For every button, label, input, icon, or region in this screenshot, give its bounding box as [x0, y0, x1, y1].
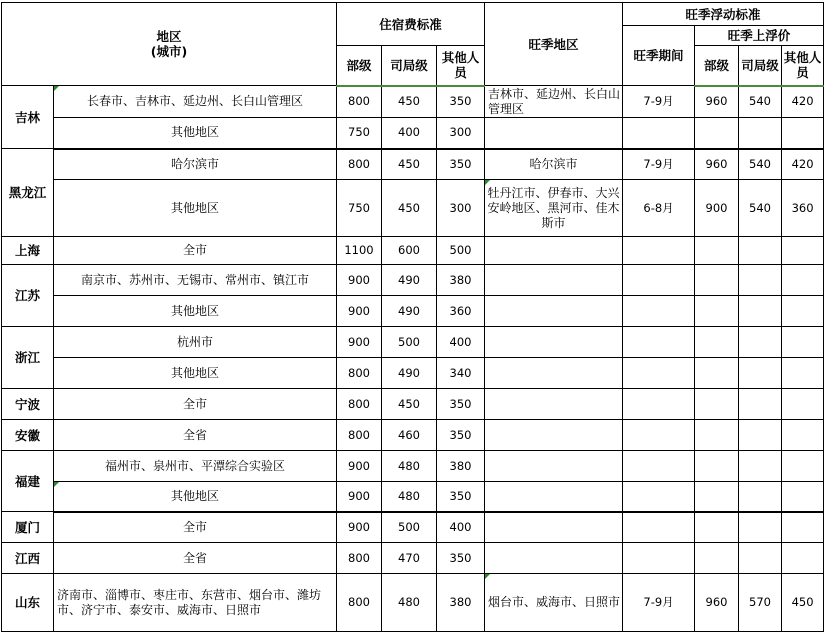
other-rate: 360	[437, 296, 485, 327]
city-cell: 其他地区	[54, 358, 337, 389]
peak-period-cell	[623, 358, 695, 389]
peak-period-header: 旺季期间	[623, 26, 695, 86]
dept-rate: 800	[337, 358, 382, 389]
province-cell: 浙江	[2, 327, 54, 389]
other-rate: 400	[437, 512, 485, 543]
other-rate: 500	[437, 237, 485, 265]
dept-header: 部级	[337, 46, 382, 86]
city-cell: 其他地区	[54, 296, 337, 327]
bureau-rate: 500	[382, 512, 437, 543]
peak-other-rate	[782, 420, 824, 451]
peak-region-cell: 牡丹江市、伊春市、大兴安岭地区、黑河市、佳木斯市	[485, 180, 623, 237]
peak-region-header: 旺季地区	[485, 3, 623, 86]
other-rate: 350	[437, 389, 485, 420]
peak-region-cell	[485, 296, 623, 327]
province-cell: 上海	[2, 237, 54, 265]
peak-period-cell	[623, 543, 695, 574]
bureau-rate: 490	[382, 265, 437, 296]
peak-region-cell: 烟台市、威海市、日照市	[485, 574, 623, 632]
bureau-rate: 450	[382, 389, 437, 420]
dept-rate: 800	[337, 543, 382, 574]
peak-other-rate	[782, 237, 824, 265]
other-rate: 350	[437, 86, 485, 118]
peak-dept-rate	[695, 327, 739, 358]
peak-region-cell	[485, 237, 623, 265]
dept-rate: 800	[337, 149, 382, 180]
peak-dept-header: 部级	[695, 46, 739, 86]
bureau-rate: 490	[382, 296, 437, 327]
peak-other-rate	[782, 358, 824, 389]
province-cell: 吉林	[2, 86, 54, 149]
dept-rate: 900	[337, 296, 382, 327]
city-cell: 全省	[54, 420, 337, 451]
peak-dept-rate	[695, 296, 739, 327]
peak-bureau-rate	[739, 327, 782, 358]
other-header: 其他人员	[437, 46, 485, 86]
other-rate: 400	[437, 327, 485, 358]
region-header-label: 地区	[156, 29, 182, 44]
peak-bureau-rate: 540	[739, 149, 782, 180]
peak-region-cell	[485, 512, 623, 543]
peak-bureau-rate	[739, 420, 782, 451]
province-cell: 宁波	[2, 389, 54, 420]
peak-period-cell: 6-8月	[623, 180, 695, 237]
peak-period-cell	[623, 451, 695, 482]
city-cell: 全省	[54, 543, 337, 574]
peak-region-cell	[485, 389, 623, 420]
peak-period-cell	[623, 512, 695, 543]
peak-bureau-rate	[739, 451, 782, 482]
region-header-sub: (城市)	[150, 44, 188, 59]
province-cell: 江苏	[2, 265, 54, 327]
province-cell: 江西	[2, 543, 54, 574]
peak-period-cell	[623, 389, 695, 420]
province-cell: 山东	[2, 574, 54, 632]
city-cell: 济南市、淄博市、枣庄市、东营市、烟台市、潍坊市、济宁市、泰安市、威海市、日照市	[54, 574, 337, 632]
other-rate: 380	[437, 451, 485, 482]
bureau-rate: 450	[382, 86, 437, 118]
bureau-rate: 400	[382, 118, 437, 149]
city-cell: 全市	[54, 237, 337, 265]
other-rate: 300	[437, 118, 485, 149]
peak-region-cell	[485, 265, 623, 296]
peak-region-cell	[485, 482, 623, 512]
lodging-standard-table	[1, 2, 824, 632]
peak-bureau-rate	[739, 265, 782, 296]
peak-other-rate	[782, 327, 824, 358]
bureau-rate: 480	[382, 482, 437, 512]
city-cell: 全市	[54, 389, 337, 420]
peak-region-cell	[485, 327, 623, 358]
peak-region-cell	[485, 118, 623, 149]
peak-period-cell: 7-9月	[623, 574, 695, 632]
peak-other-rate	[782, 265, 824, 296]
peak-bureau-rate	[739, 389, 782, 420]
city-cell: 其他地区	[54, 118, 337, 149]
other-rate: 350	[437, 149, 485, 180]
peak-dept-rate	[695, 543, 739, 574]
other-rate: 350	[437, 482, 485, 512]
peak-region-cell: 哈尔滨市	[485, 149, 623, 180]
city-cell: 长春市、吉林市、延边州、长白山管理区	[54, 86, 337, 118]
dept-rate: 900	[337, 482, 382, 512]
bureau-rate: 450	[382, 149, 437, 180]
bureau-rate: 480	[382, 451, 437, 482]
peak-period-cell: 7-9月	[623, 149, 695, 180]
peak-other-rate: 450	[782, 574, 824, 632]
dept-rate: 750	[337, 118, 382, 149]
region-header	[2, 3, 337, 86]
other-rate: 380	[437, 574, 485, 632]
city-cell: 南京市、苏州市、无锡市、常州市、镇江市	[54, 265, 337, 296]
peak-dept-rate	[695, 512, 739, 543]
dept-rate: 900	[337, 327, 382, 358]
peak-bureau-rate: 540	[739, 180, 782, 237]
peak-period-cell	[623, 118, 695, 149]
other-rate: 350	[437, 420, 485, 451]
peak-period-cell	[623, 265, 695, 296]
bureau-rate: 600	[382, 237, 437, 265]
peak-bureau-header: 司局级	[739, 46, 782, 86]
dept-rate: 900	[337, 451, 382, 482]
peak-bureau-rate	[739, 296, 782, 327]
peak-other-rate	[782, 543, 824, 574]
city-cell: 其他地区	[54, 482, 337, 512]
peak-other-rate	[782, 389, 824, 420]
dept-rate: 800	[337, 86, 382, 118]
city-cell: 其他地区	[54, 180, 337, 237]
bureau-header: 司局级	[382, 46, 437, 86]
peak-bureau-rate	[739, 118, 782, 149]
peak-bureau-rate	[739, 482, 782, 512]
dept-rate: 800	[337, 574, 382, 632]
peak-bureau-rate	[739, 512, 782, 543]
bureau-rate: 500	[382, 327, 437, 358]
dept-rate: 750	[337, 180, 382, 237]
peak-region-cell: 吉林市、延边州、长白山管理区	[485, 86, 623, 118]
peak-region-cell	[485, 358, 623, 389]
province-cell: 黑龙江	[2, 149, 54, 237]
peak-region-cell	[485, 420, 623, 451]
dept-rate: 800	[337, 420, 382, 451]
lodging-header: 住宿费标准	[337, 3, 485, 46]
peak-other-rate: 360	[782, 180, 824, 237]
other-rate: 350	[437, 543, 485, 574]
peak-bureau-rate	[739, 237, 782, 265]
dept-rate: 900	[337, 265, 382, 296]
city-cell: 杭州市	[54, 327, 337, 358]
dept-rate: 800	[337, 389, 382, 420]
dept-rate: 900	[337, 512, 382, 543]
other-rate: 380	[437, 265, 485, 296]
city-cell: 福州市、泉州市、平潭综合实验区	[54, 451, 337, 482]
peak-dept-rate	[695, 389, 739, 420]
peak-region-cell	[485, 543, 623, 574]
dept-rate: 1100	[337, 237, 382, 265]
peak-region-cell	[485, 451, 623, 482]
peak-dept-rate	[695, 237, 739, 265]
peak-dept-rate	[695, 265, 739, 296]
peak-other-rate	[782, 296, 824, 327]
peak-dept-rate	[695, 420, 739, 451]
bureau-rate: 460	[382, 420, 437, 451]
other-rate: 340	[437, 358, 485, 389]
peak-bureau-rate	[739, 543, 782, 574]
province-cell: 安徽	[2, 420, 54, 451]
bureau-rate: 450	[382, 180, 437, 237]
peak-dept-rate: 960	[695, 574, 739, 632]
peak-other-rate	[782, 482, 824, 512]
peak-bureau-rate: 570	[739, 574, 782, 632]
bureau-rate: 480	[382, 574, 437, 632]
peak-other-rate	[782, 512, 824, 543]
city-cell: 哈尔滨市	[54, 149, 337, 180]
peak-other-rate: 420	[782, 149, 824, 180]
peak-period-cell	[623, 237, 695, 265]
peak-period-cell: 7-9月	[623, 86, 695, 118]
province-cell: 福建	[2, 451, 54, 512]
peak-other-rate: 420	[782, 86, 824, 118]
peak-dept-rate: 960	[695, 86, 739, 118]
peak-dept-rate	[695, 482, 739, 512]
peak-period-cell	[623, 296, 695, 327]
peak-period-cell	[623, 327, 695, 358]
other-rate: 300	[437, 180, 485, 237]
peak-period-cell	[623, 482, 695, 512]
peak-period-cell	[623, 420, 695, 451]
peak-dept-rate	[695, 118, 739, 149]
peak-other-header: 其他人员	[782, 46, 824, 86]
bureau-rate: 470	[382, 543, 437, 574]
peak-dept-rate	[695, 358, 739, 389]
province-cell: 厦门	[2, 512, 54, 543]
peak-bureau-rate: 540	[739, 86, 782, 118]
bureau-rate: 490	[382, 358, 437, 389]
peak-other-rate	[782, 451, 824, 482]
peak-dept-rate: 900	[695, 180, 739, 237]
peak-dept-rate: 960	[695, 149, 739, 180]
peak-dept-rate	[695, 451, 739, 482]
peak-other-rate	[782, 118, 824, 149]
city-cell: 全市	[54, 512, 337, 543]
float-standard-header: 旺季浮动标准	[623, 3, 824, 26]
peak-bureau-rate	[739, 358, 782, 389]
peak-price-header: 旺季上浮价	[695, 26, 824, 46]
